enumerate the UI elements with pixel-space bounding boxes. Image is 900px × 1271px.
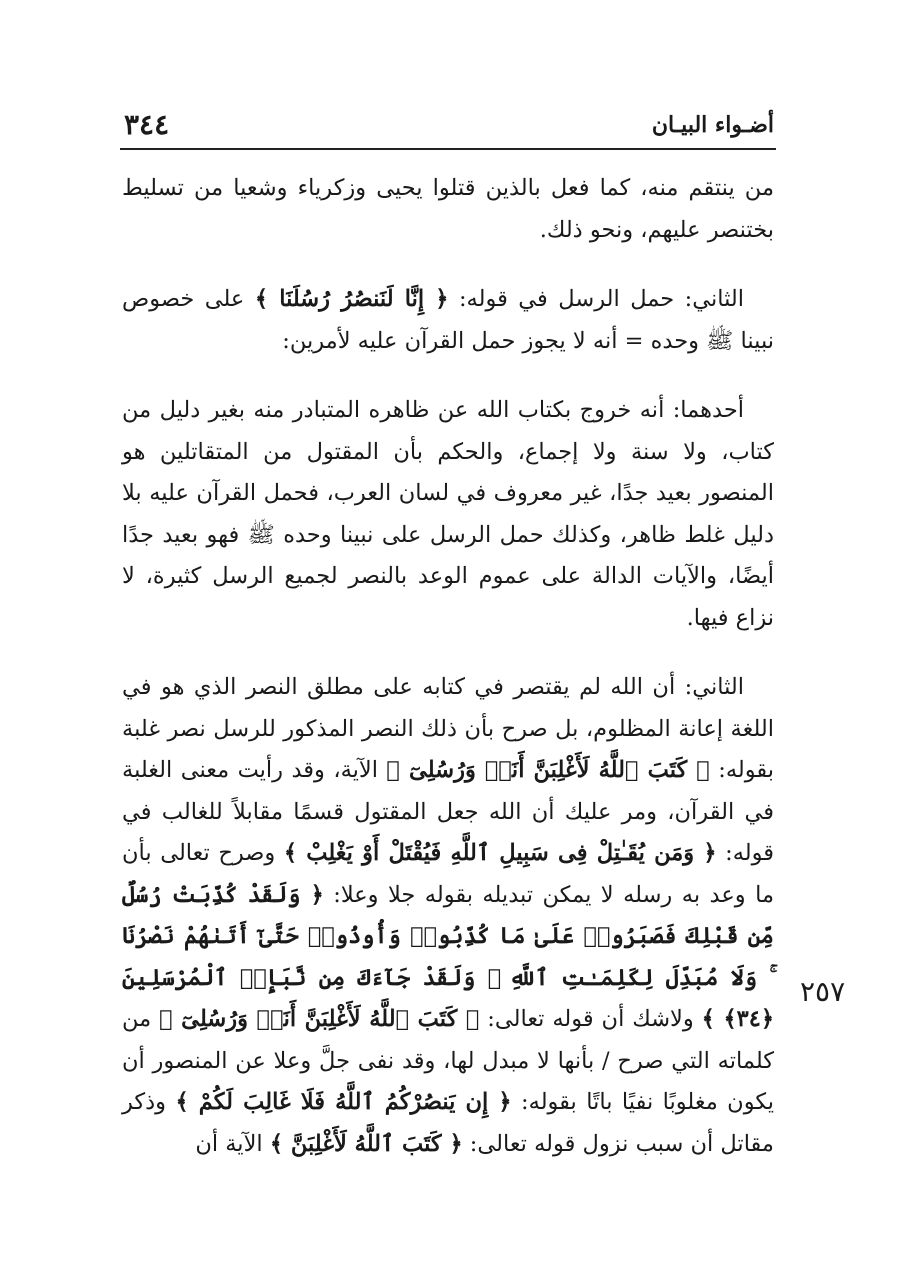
text-segment: وصرح تعالى بأن ما وعد به رسله لا يمكن تبديله بقوله جلا وعلا:: [122, 840, 774, 908]
running-title: أضـواء البيـان: [651, 112, 774, 138]
text-segment: وذكر مقاتل أن سبب نزول قوله تعالى:: [122, 1089, 774, 1157]
paragraph: [122, 168, 774, 251]
quran-quote: ﴿ إِنَّا لَنَنصُرُ رُسُلَنَا ﴾: [254, 286, 449, 312]
text-segment: أحدهما: أنه خروج بكتاب الله عن ظاهره المتبادر منه بغير دليل من كتاب، ولا سنة ولا إجماع، والحكم بأن المقتول من المتقاتلين هو المنصور بعيد جدًا، غير معروف في لسان العرب، فحمل القرآن عليه بلا دليل غلط ظاهر، وكذلك حمل الرسل على نبينا وحده ﷺ فهو بعيد جدًا أيضًا، والآيات الدالة على عموم الوعد بالنصر لجميع الرسل كثيرة، لا نزاع فيها.: [122, 397, 774, 631]
quran-quote: ﴿ وَمَن يُقَـٰتِلْ فِى سَبِيلِ ٱللَّهِ فَيُقْتَلْ أَوْ يَغْلِبْ ﴾: [283, 840, 717, 866]
quran-quote: ﴿ كَتَبَ ٱللَّهُ لَأَغْلِبَنَّ أَنَا۠ وَرُسُلِىٓ ﴾: [159, 1006, 480, 1032]
text-segment: الثاني: حمل الرسل في قوله:: [448, 286, 744, 312]
text-segment: من ينتقم منه، كما فعل بالذين قتلوا يحيى وزكرياء وشعيا من تسليط بختنصر عليهم، ونحو ذلك.: [122, 175, 774, 243]
text-segment: الثاني: أن الله لم يقتصر في كتابه على مطلق النصر الذي هو في اللغة إعانة المظلوم، بل صرح بأن ذلك النصر المذكور للرسل نصر غلبة بقوله:: [122, 674, 775, 783]
quran-quote: ﴿ كَتَبَ ٱللَّهُ لَأَغْلِبَنَّ أَنَا۠ وَرُسُلِىٓ ﴾: [386, 757, 710, 783]
quran-quote: ﴿ وَلَقَدْ كُذِّبَتْ رُسُلٌ مِّن قَبْلِكَ فَصَبَرُوا۟ عَلَىٰ مَا كُذِّبُوا۟ وَأُوذُوا۟ حَتَّىٰٓ أَتَىٰهُمْ نَصْرُنَا ۚ وَلَا مُبَدِّلَ لِكَلِمَـٰتِ ٱللَّهِ ۚ وَلَقَدْ جَآءَكَ مِن نَّبَإِى۟ ٱلْمُرْسَلِينَ ﴿٣٤﴾ ﴾: [122, 881, 774, 1032]
page-number: ٣٤٤: [124, 108, 170, 141]
quran-quote: ﴿ كَتَبَ ٱللَّهُ لَأَغْلِبَنَّ ﴾: [269, 1130, 463, 1157]
text-segment: ولاشك أن قوله تعالى:: [479, 1006, 702, 1032]
text-segment: الآية أن: [195, 1130, 270, 1157]
quran-quote: ﴿ إِن يَنصُرْكُمُ ٱللَّهُ فَلَا غَالِبَ لَكُمْ ﴾: [175, 1089, 512, 1115]
text-segment: من كلماته التي صرح / بأنها لا مبدل لها، وقد نفى جلَّ وعلا عن المنصور أن يكون مغلوبًا نفيًا باتًا بقوله:: [122, 1006, 775, 1115]
text-segment: على خصوص نبينا ﷺ وحده = أنه لا يجوز حمل القرآن عليه لأمرين:: [122, 286, 774, 354]
text-segment: الآية، وقد رأيت معنى الغلبة في القرآن، ومر عليك أن الله جعل المقتول قسمًا مقابلاً للغالب في قوله:: [122, 757, 775, 866]
margin-page-number: ٢٥٧: [800, 975, 846, 1008]
paragraph: [122, 390, 774, 639]
paragraph: [122, 667, 774, 1165]
paragraph: [122, 279, 774, 362]
page-body: [122, 168, 774, 1193]
page-header: [120, 108, 776, 150]
